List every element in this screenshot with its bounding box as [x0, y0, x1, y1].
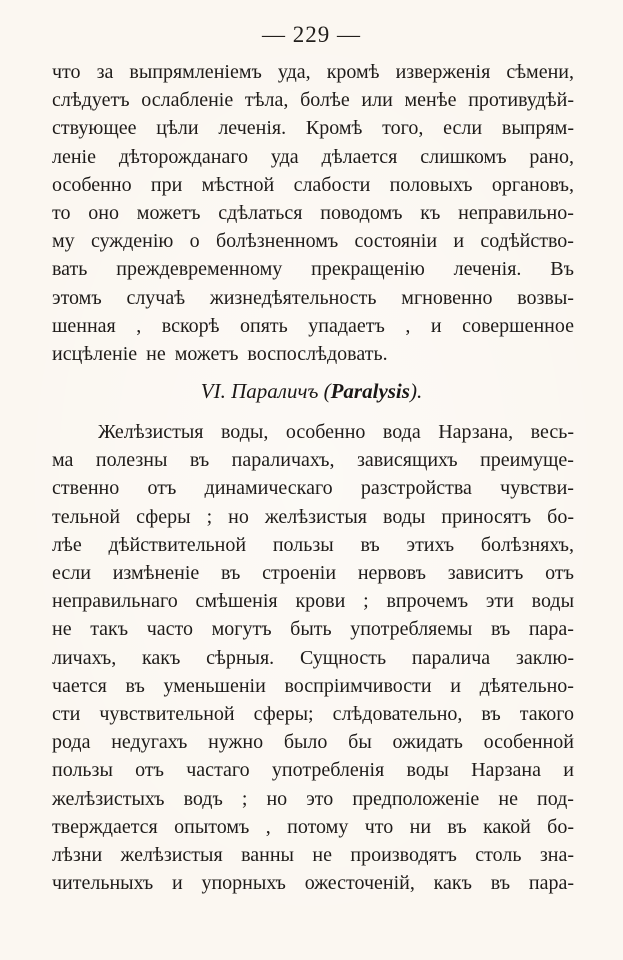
word: недугахъ [111, 731, 188, 754]
word: сти [52, 703, 81, 725]
word: что [364, 815, 394, 838]
word: сѣрныя. [206, 646, 275, 669]
word: не [52, 618, 72, 641]
word: кромѣ [326, 61, 380, 83]
word: въ [221, 562, 241, 584]
word: не [498, 787, 518, 810]
paragraph-1-line [52, 171, 574, 199]
word: не [312, 844, 332, 866]
word: часто [146, 618, 193, 641]
paragraph-1-line [52, 227, 574, 255]
word: или [361, 89, 393, 112]
word: было [283, 731, 328, 754]
paragraph-2-line [52, 672, 574, 700]
word: Желѣзистыя [98, 421, 204, 443]
word: но [266, 787, 288, 810]
word: и [453, 230, 465, 253]
word: приносятъ [441, 505, 532, 528]
paragraph-1-line [52, 312, 574, 340]
word: пользы [272, 533, 334, 556]
word: жизнедѣятельность [209, 286, 377, 309]
word: слишкомъ [420, 145, 507, 168]
section-heading-prefix: VI. Параличъ ( [200, 379, 331, 403]
word: случаѣ [126, 286, 186, 309]
paragraph-2-line [52, 587, 574, 615]
word: тверждается [52, 815, 158, 838]
word: зависящихъ [356, 449, 458, 472]
paragraph-2-line [98, 418, 574, 446]
word: зависитъ [447, 562, 524, 584]
word: вода [382, 421, 421, 443]
word: предположеніе [352, 787, 480, 810]
word: крови [295, 590, 346, 613]
word: воспріимчивости [284, 674, 432, 697]
word: прекращенію [311, 258, 425, 281]
word: желѣзистыя [264, 505, 367, 528]
word: употребленія [271, 759, 385, 782]
section-heading [0, 376, 623, 406]
paragraph-2-line [52, 615, 574, 643]
word: впрочемъ [386, 590, 469, 613]
word: содѣйство- [480, 230, 574, 253]
word: частаго [186, 759, 250, 782]
section-heading-suffix: ). [409, 379, 423, 403]
word: ни [409, 815, 432, 838]
word: изверженія [395, 61, 491, 83]
word: чувстви- [500, 477, 574, 500]
paragraph-1-line [52, 58, 574, 86]
word: тѣла, [244, 89, 289, 112]
word: упорныхъ [201, 872, 286, 895]
word: измѣненіе [112, 562, 200, 584]
word: но [228, 505, 249, 528]
word: въ [490, 872, 511, 895]
word: при [150, 173, 183, 196]
word: , [405, 314, 411, 337]
word: , [136, 314, 142, 337]
word: ствующее [52, 117, 137, 140]
paragraph-1-line [52, 86, 574, 114]
paragraph-2-line [52, 474, 574, 502]
word: рода [52, 731, 91, 754]
word: вскорѣ [161, 314, 220, 337]
word: особенно [285, 421, 366, 443]
word: эти [485, 590, 514, 613]
word: уда, [277, 61, 311, 83]
word: опять [240, 314, 288, 337]
word: весь- [530, 421, 574, 443]
word: , [265, 815, 271, 838]
paragraph-1-line [52, 199, 574, 227]
word: въ [447, 815, 467, 838]
word: вать [52, 258, 88, 281]
word: особенной [483, 731, 574, 754]
word: отъ [147, 477, 177, 500]
word: особенно [52, 173, 132, 196]
word: въ [125, 674, 145, 697]
word: ственно [52, 477, 120, 500]
section-heading-latin: Paralysis [330, 379, 410, 403]
paragraph-2-line [52, 785, 574, 813]
word: Въ [550, 258, 574, 281]
word: дѣлается [321, 145, 398, 168]
word: желѣзистыхъ [52, 787, 165, 810]
word: ослабленіе [141, 89, 234, 112]
word: возвы- [517, 286, 574, 309]
word: уда [270, 145, 299, 168]
word: это [306, 787, 334, 810]
paragraph-1-line [52, 114, 574, 142]
word: можетъ [136, 202, 201, 224]
page-number: — 229 — [262, 22, 361, 47]
word: употребляемы [350, 618, 473, 641]
word: тельной [52, 505, 121, 528]
word: чувствительной [99, 703, 235, 725]
word: нужно [208, 731, 264, 754]
word: неправильно- [458, 202, 574, 224]
word: смѣшенія [195, 590, 278, 613]
word: леніе [52, 145, 96, 168]
word: рано, [529, 145, 574, 168]
word: ванны [241, 844, 294, 866]
word: леченія. [218, 117, 287, 140]
word: под- [537, 787, 574, 810]
word: отъ [545, 562, 574, 584]
paragraph-2-line [52, 841, 574, 869]
word: исцѣленіе [52, 343, 138, 365]
word: чительныхъ [52, 872, 154, 895]
word: поводомъ [320, 202, 403, 224]
word: болѣе [300, 89, 350, 112]
word: того, [382, 117, 424, 140]
word: Нарзана, [438, 421, 514, 443]
word: не [146, 343, 166, 365]
word: сферы [136, 505, 191, 528]
word: цѣли [156, 117, 199, 140]
word: уменьшеніи [163, 674, 266, 697]
word: ожидать [392, 731, 463, 754]
word: можетъ [174, 343, 239, 365]
word: и [171, 872, 183, 895]
word: чается [52, 674, 107, 697]
word: неправильнаго [52, 590, 178, 613]
word: ; [241, 787, 248, 810]
word: то [52, 202, 71, 224]
word: преимуще- [480, 449, 574, 472]
word: въ [189, 449, 210, 472]
word: выпрямленіемъ [129, 61, 262, 83]
word: зна- [539, 844, 574, 866]
word: дѣторожданаго [118, 145, 249, 168]
word: ; [206, 505, 213, 528]
word: какъ [433, 872, 472, 895]
word: столь [475, 844, 522, 866]
word: ; [363, 590, 369, 613]
word: пользы [52, 759, 113, 782]
word: строеніи [262, 562, 337, 584]
paragraph-2-line [52, 644, 574, 672]
word: ма [52, 449, 74, 472]
word: органовъ, [491, 173, 574, 196]
word: водъ [183, 787, 223, 810]
word: что [52, 61, 81, 83]
paragraph-2-line [52, 869, 574, 897]
word: нервовъ [357, 562, 426, 584]
word: Нарзана [471, 759, 541, 782]
word: мгновенно [401, 286, 493, 309]
word: противудѣй- [468, 89, 574, 112]
word: бы [348, 731, 372, 754]
word: Кромѣ [305, 117, 363, 140]
word: ожесточеній, [304, 872, 415, 895]
word: упадаетъ [308, 314, 385, 337]
word: заклю- [515, 646, 574, 669]
word: половыхъ [389, 173, 473, 196]
paragraph-1-line [52, 143, 574, 171]
word: параличахъ, [231, 449, 335, 472]
word: дѣйствительной [108, 533, 247, 556]
word: оно [88, 202, 119, 224]
paragraph-1-line [52, 340, 388, 368]
word: и [450, 674, 461, 697]
paragraph-2-line [52, 503, 574, 531]
word: бо- [547, 815, 574, 838]
word: менѣе [404, 89, 457, 112]
word: воды [406, 759, 449, 782]
word: воспослѣдовать. [247, 343, 388, 365]
word: какъ [141, 646, 181, 669]
word: и [563, 759, 574, 782]
word: за [96, 61, 114, 83]
word: лѣзни [52, 844, 103, 866]
word: если [52, 562, 91, 584]
word: въ [490, 618, 511, 641]
paragraph-2-line [52, 728, 574, 756]
word: могутъ [211, 618, 272, 641]
word: болѣзняхъ, [480, 533, 574, 556]
word: желѣзистыя [120, 844, 223, 866]
word: преждевременному [116, 258, 283, 281]
paragraph-2-line [52, 446, 574, 474]
word: о [189, 230, 200, 253]
word: леченія. [453, 258, 522, 281]
word: состояніи [354, 230, 438, 253]
word: полезны [95, 449, 168, 472]
paragraph-1-line [52, 284, 574, 312]
word: отъ [135, 759, 164, 782]
word: такого [519, 703, 574, 725]
word: быть [290, 618, 332, 641]
paragraph-2-line [52, 559, 574, 587]
word: пара- [528, 872, 574, 895]
word: и [430, 314, 442, 337]
word: шенная [52, 314, 116, 337]
word: производятъ [350, 844, 457, 866]
word: если [443, 117, 483, 140]
word: Сущность [299, 646, 387, 669]
word: лѣе [52, 533, 82, 556]
paragraph-2-line [52, 531, 574, 559]
word: этихъ [406, 533, 455, 556]
paragraph-2-line [52, 700, 574, 728]
word: сферы; [253, 703, 314, 725]
word: въ [481, 703, 501, 725]
paragraph-1-line [52, 255, 574, 283]
word: такъ [90, 618, 129, 641]
word: болѣзненномъ [215, 230, 339, 253]
word: слѣдуетъ [52, 89, 130, 112]
word: пара- [528, 618, 574, 641]
word: воды [383, 505, 426, 528]
word: слабости [293, 173, 371, 196]
word: воды, [220, 421, 269, 443]
paragraph-2-line [52, 756, 574, 784]
word: слѣдовательно, [332, 703, 463, 725]
word: совершенное [462, 314, 574, 337]
word: сужденію [90, 230, 174, 253]
word: въ [360, 533, 380, 556]
word: паралича [411, 646, 491, 669]
word: воды [531, 590, 574, 613]
word: мѣстной [201, 173, 275, 196]
word: разстройства [360, 477, 472, 500]
word: сдѣлаться [218, 202, 303, 224]
word: бо- [547, 505, 574, 528]
word: сѣмени, [506, 61, 574, 83]
word: динамическаго [204, 477, 333, 500]
paragraph-2-line [52, 813, 574, 841]
word: личахъ, [52, 646, 117, 669]
word: какой [483, 815, 531, 838]
word: этомъ [52, 286, 102, 309]
word: потому [287, 815, 349, 838]
word: му [52, 230, 75, 253]
word: къ [420, 202, 441, 224]
word: выпрям- [501, 117, 574, 140]
word: дѣятельно- [479, 674, 574, 697]
word: опытомъ [174, 815, 250, 838]
